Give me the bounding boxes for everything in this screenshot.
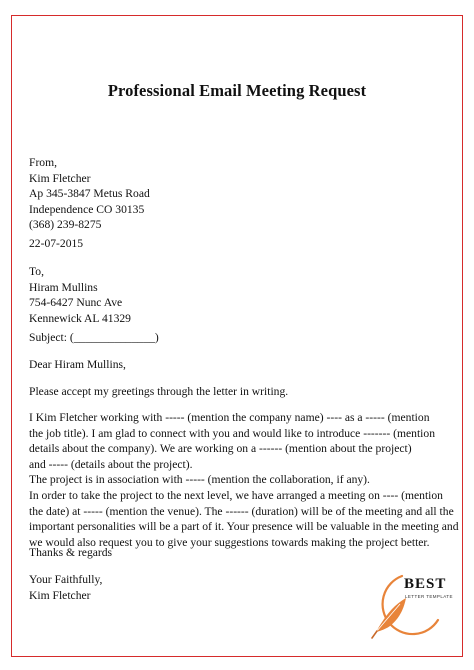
sender-address-line2: Independence CO 30135 (29, 202, 145, 216)
body-line: details about the company). We are working on a ------ (mention about the project) (29, 442, 412, 456)
signature-name: Kim Fletcher (29, 588, 91, 602)
recipient-name: Hiram Mullins (29, 280, 98, 294)
sender-block (29, 155, 150, 233)
recipient-address-line1: 754-6427 Nunc Ave (29, 296, 123, 310)
body-line: I Kim Fletcher working with ----- (mention the company name) ---- as a ----- (mention (29, 411, 430, 424)
letter-title: Professional Email Meeting Request (107, 81, 367, 100)
letter-date: 22-07-2015 (29, 237, 84, 250)
logo-tagline: LETTER TEMPLATE (405, 594, 453, 599)
to-label: To, (29, 265, 44, 278)
best-letter-template-logo (362, 568, 462, 648)
thanks-line: Thanks & regards (29, 546, 113, 559)
body-line: important personalities will be a part of it. Your presence will be valuable in the meeting and (29, 520, 459, 534)
body-line: and ----- (details about the project). (29, 457, 193, 471)
body-line: we would also request you to give your suggestions towards making the project better. (29, 535, 430, 549)
logo-wordmark: BEST (404, 576, 447, 592)
from-label: From, (29, 156, 58, 169)
closing-block (29, 572, 102, 603)
closing-line: Your Faithfully, (29, 573, 103, 586)
body-line: the date) at ----- (mention the venue). The ------ (duration) will be of the meeting and all the (29, 504, 454, 518)
body-line: The project is in association with ----- (mention the collaboration, if any). (29, 473, 370, 487)
body-line: In order to take the project to the next level, we have arranged a meeting on ---- (mention (29, 488, 443, 502)
body-paragraph (29, 410, 459, 550)
recipient-address-line2: Kennewick AL 41329 (29, 311, 131, 325)
salutation: Dear Hiram Mullins, (29, 358, 126, 371)
subject-line: Subject: (______________) (29, 331, 159, 344)
intro-paragraph: Please accept my greetings through the letter in writing. (29, 385, 289, 398)
sender-phone: (368) 239-8275 (29, 218, 102, 232)
body-line: the job title). I am glad to connect with you and would like to introduce ------- (mention (29, 426, 435, 440)
sender-name: Kim Fletcher (29, 171, 91, 185)
recipient-block (29, 264, 131, 326)
sender-address-line1: Ap 345-3847 Metus Road (29, 187, 150, 201)
